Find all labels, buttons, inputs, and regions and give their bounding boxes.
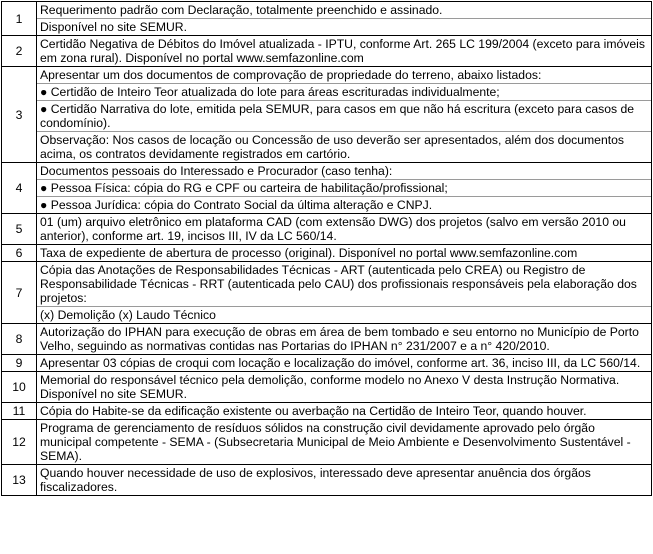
description-line: Quando houver necessidade de uso de explosivos, interessado deve apresentar anuência dos órgãos fiscalizadores. bbox=[40, 466, 591, 494]
row-description bbox=[37, 2, 652, 36]
row-number: 5 bbox=[2, 214, 37, 245]
table-row bbox=[2, 214, 652, 245]
table-row bbox=[2, 67, 652, 163]
row-description bbox=[37, 262, 652, 324]
description-line: Cópia do Habite-se da edificação existente ou averbação na Certidão de Inteiro Teor, quando houver. bbox=[40, 404, 587, 418]
row-number: 7 bbox=[2, 262, 37, 324]
row-description bbox=[37, 163, 652, 214]
description-line: Apresentar 03 cópias de croqui com locação e localização do imóvel, conforme art. 36, inciso III, da LC 560/14. bbox=[40, 356, 641, 370]
row-number: 10 bbox=[2, 372, 37, 403]
row-number: 12 bbox=[2, 420, 37, 465]
table-row bbox=[2, 324, 652, 355]
description-line: Certidão Negativa de Débitos do Imóvel atualizada - IPTU, conforme Art. 265 LC 199/2004 (exceto para imóveis em zona rural). Disponível no portal www.semfazonline.com bbox=[40, 37, 645, 65]
row-number: 6 bbox=[2, 245, 37, 262]
description-line: (x) Demolição (x) Laudo Técnico bbox=[37, 306, 651, 323]
row-description bbox=[37, 245, 652, 262]
description-line: Memorial do responsável técnico pela demolição, conforme modelo no Anexo V desta Instrução Normativa. Disponível no site SEMUR. bbox=[40, 373, 620, 401]
description-line: Disponível no site SEMUR. bbox=[37, 18, 651, 35]
table-row bbox=[2, 403, 652, 420]
row-number: 8 bbox=[2, 324, 37, 355]
description-line: Programa de gerenciamento de resíduos sólidos na construção civil devidamente aprovado pelo órgão municipal competente - SEMA - (Subsecretaria Municipal de Meio Ambiente e Desenvolvimento Sustentável - SEMA). bbox=[40, 421, 631, 463]
description-line: Apresentar um dos documentos de comprovação de propriedade do terreno, abaixo listados: bbox=[40, 68, 542, 82]
description-line: Autorização do IPHAN para execução de obras em área de bem tombado e seu entorno no Município de Porto Velho, seguindo as normativas contidas nas Portarias do IPHAN n° 231/2007 e a n° 420/2010. bbox=[40, 325, 639, 353]
description-line: ● Pessoa Jurídica: cópia do Contrato Social da última alteração e CNPJ. bbox=[37, 196, 651, 213]
row-description bbox=[37, 214, 652, 245]
row-description bbox=[37, 465, 652, 496]
row-description bbox=[37, 67, 652, 163]
description-line: ● Certidão de Inteiro Teor atualizada do lote para áreas escrituradas individualmente; bbox=[37, 83, 651, 100]
row-number: 9 bbox=[2, 355, 37, 372]
table-row bbox=[2, 372, 652, 403]
row-number: 1 bbox=[2, 2, 37, 36]
row-number: 3 bbox=[2, 67, 37, 163]
row-description bbox=[37, 420, 652, 465]
table-row bbox=[2, 245, 652, 262]
description-line: ● Certidão Narrativa do lote, emitida pela SEMUR, para casos em que não há escritura (exceto para casos de condomínio). bbox=[37, 100, 651, 131]
table-row bbox=[2, 36, 652, 67]
row-description bbox=[37, 372, 652, 403]
row-number: 13 bbox=[2, 465, 37, 496]
row-number: 2 bbox=[2, 36, 37, 67]
table-row bbox=[2, 355, 652, 372]
table-row bbox=[2, 163, 652, 214]
requirements-table-body bbox=[2, 2, 652, 496]
row-description bbox=[37, 355, 652, 372]
table-row bbox=[2, 465, 652, 496]
row-number: 11 bbox=[2, 403, 37, 420]
table-row bbox=[2, 2, 652, 36]
table-row bbox=[2, 262, 652, 324]
description-line: 01 (um) arquivo eletrônico em plataforma CAD (com extensão DWG) dos projetos (salvo em versão 2010 ou anterior), conforme art. 19, incisos III, IV da LC 560/14. bbox=[40, 215, 626, 243]
description-line: Taxa de expediente de abertura de processo (original). Disponível no portal www.semfazonline.com bbox=[40, 246, 578, 260]
row-description bbox=[37, 36, 652, 67]
row-description bbox=[37, 324, 652, 355]
requirements-table bbox=[1, 1, 652, 496]
description-line: Cópia das Anotações de Responsabilidades Técnicas - ART (autenticada pelo CREA) ou Registro de Responsabilidade Técnicas - RRT (autenticada pelo CAU) dos profissionais responsáveis pela elaboração dos projetos: bbox=[40, 263, 637, 305]
description-line: Requerimento padrão com Declaração, totalmente preenchido e assinado. bbox=[40, 3, 443, 17]
description-line: Observação: Nos casos de locação ou Concessão de uso deverão ser apresentados, além dos documentos acima, os contratos devidamente registrados em cartório. bbox=[37, 131, 651, 162]
description-line: Documentos pessoais do Interessado e Procurador (caso tenha): bbox=[40, 164, 393, 178]
table-row bbox=[2, 420, 652, 465]
row-number: 4 bbox=[2, 163, 37, 214]
description-line: ● Pessoa Física: cópia do RG e CPF ou carteira de habilitação/profissional; bbox=[37, 179, 651, 196]
row-description bbox=[37, 403, 652, 420]
